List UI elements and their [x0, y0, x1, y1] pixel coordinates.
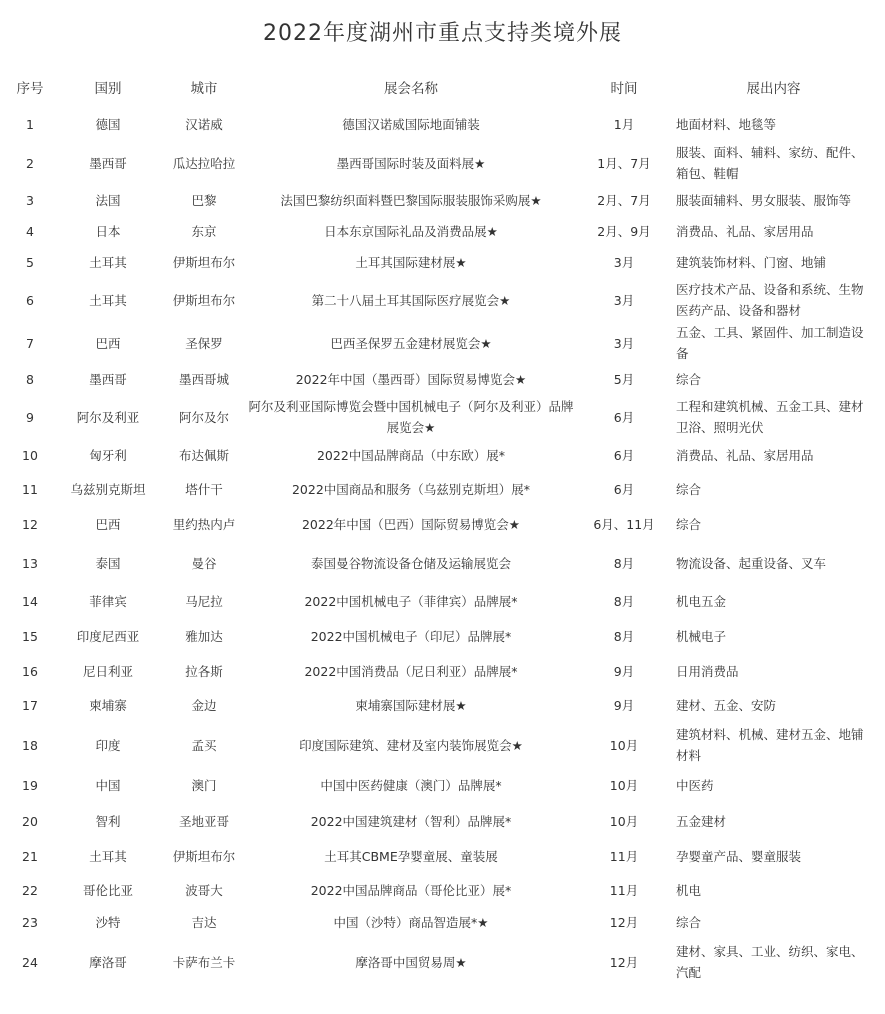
table-row [8, 246, 877, 278]
page-title: 2022年度湖州市重点支持类境外展 [263, 21, 622, 46]
row-time: 6月、11月 [593, 516, 655, 532]
row-exhibition-name: 2022中国建筑建材（智利）品牌展* [310, 813, 512, 829]
row-city: 金边 [191, 697, 217, 713]
row-index: 16 [22, 663, 38, 679]
row-country: 印度 [95, 737, 121, 753]
row-time: 10月 [609, 777, 639, 793]
row-content: 建筑材料、机械、建材五金、地铺材料 [676, 727, 864, 763]
row-country: 阿尔及利亚 [76, 409, 140, 425]
row-exhibition-name: 2022中国消费品（尼日利亚）品牌展* [304, 663, 518, 679]
row-country: 沙特 [95, 914, 121, 930]
table-row [8, 184, 877, 216]
row-exhibition-name: 2022中国品牌商品（哥伦比亚）展* [310, 882, 512, 898]
row-country: 智利 [95, 813, 121, 829]
row-content: 五金建材 [676, 813, 727, 829]
row-city: 阿尔及尔 [178, 409, 229, 425]
row-index: 12 [22, 516, 38, 532]
row-index: 23 [22, 914, 38, 930]
row-country: 印度尼西亚 [76, 628, 140, 644]
table-row [8, 938, 877, 986]
row-city: 圣地亚哥 [178, 813, 229, 829]
row-time: 3月 [613, 335, 635, 351]
table-row [8, 616, 877, 656]
exhibition-table [8, 72, 877, 986]
row-content: 消费品、礼品、家居用品 [676, 223, 814, 239]
table-row [8, 508, 877, 540]
row-index: 5 [26, 254, 34, 270]
row-exhibition-name: 2022年中国（墨西哥）国际贸易博览会★ [295, 371, 527, 387]
row-city: 圣保罗 [185, 335, 223, 351]
row-country: 菲律宾 [89, 593, 127, 609]
row-city: 里约热内卢 [172, 516, 236, 532]
row-time: 2月、9月 [597, 223, 651, 239]
table-row [8, 364, 877, 394]
row-content: 建材、家具、工业、纺织、家电、汽配 [676, 944, 864, 980]
row-content: 机电五金 [676, 593, 727, 609]
row-city: 拉各斯 [185, 663, 223, 679]
row-time: 2月、7月 [597, 192, 651, 208]
table-row [8, 804, 877, 838]
row-time: 3月 [613, 292, 635, 308]
row-city: 伊斯坦布尔 [172, 254, 236, 270]
row-time: 9月 [613, 697, 635, 713]
row-content: 服装、面料、辅料、家纺、配件、箱包、鞋帽 [676, 145, 864, 181]
table-row [8, 278, 877, 322]
row-time: 11月 [609, 848, 639, 864]
row-city: 瓜达拉哈拉 [172, 155, 236, 171]
table-row [8, 540, 877, 586]
row-exhibition-name: 阿尔及利亚国际博览会暨中国机械电子（阿尔及利亚）品牌展览会★ [248, 399, 574, 435]
table-row [8, 106, 877, 142]
table-row [8, 766, 877, 804]
row-exhibition-name: 德国汉诺威国际地面铺装 [342, 116, 480, 132]
header-content: 展出内容 [746, 80, 801, 97]
row-time: 10月 [609, 813, 639, 829]
row-country: 中国 [95, 777, 121, 793]
row-country: 法国 [95, 192, 121, 208]
table-row [8, 874, 877, 906]
row-time: 6月 [613, 481, 635, 497]
row-content: 地面材料、地毯等 [676, 116, 777, 132]
table-row [8, 142, 877, 184]
table-row [8, 470, 877, 508]
row-time: 8月 [613, 593, 635, 609]
table-row [8, 586, 877, 616]
row-time: 12月 [609, 954, 639, 970]
row-city: 墨西哥城 [178, 371, 229, 387]
row-index: 17 [22, 697, 38, 713]
row-time: 1月、7月 [597, 155, 651, 171]
table-row [8, 686, 877, 724]
row-content: 机械电子 [676, 628, 727, 644]
row-index: 3 [26, 192, 34, 208]
row-time: 8月 [613, 628, 635, 644]
row-time: 8月 [613, 555, 635, 571]
row-content: 孕婴童产品、婴童服装 [676, 848, 802, 864]
row-exhibition-name: 泰国曼谷物流设备仓储及运输展览会 [310, 555, 511, 571]
row-index: 7 [26, 335, 34, 351]
header-index: 序号 [16, 80, 44, 97]
row-time: 10月 [609, 737, 639, 753]
row-index: 18 [22, 737, 38, 753]
row-country: 德国 [95, 116, 121, 132]
row-city: 马尼拉 [185, 593, 223, 609]
row-country: 墨西哥 [89, 155, 127, 171]
row-time: 6月 [613, 447, 635, 463]
row-city: 吉达 [191, 914, 217, 930]
row-index: 21 [22, 848, 38, 864]
row-index: 10 [22, 447, 38, 463]
row-content: 建材、五金、安防 [676, 697, 777, 713]
row-index: 15 [22, 628, 38, 644]
table-row [8, 216, 877, 246]
table-header-row [8, 72, 877, 106]
row-exhibition-name: 2022中国机械电子（菲律宾）品牌展* [304, 593, 518, 609]
row-content: 综合 [676, 914, 702, 930]
row-city: 巴黎 [191, 192, 217, 208]
row-country: 摩洛哥 [89, 954, 127, 970]
row-country: 土耳其 [89, 848, 127, 864]
row-content: 机电 [676, 882, 702, 898]
table-row [8, 724, 877, 766]
row-time: 1月 [613, 116, 635, 132]
row-country: 尼日利亚 [82, 663, 133, 679]
header-city: 城市 [190, 80, 218, 97]
row-city: 孟买 [191, 737, 217, 753]
row-content: 物流设备、起重设备、叉车 [676, 555, 827, 571]
row-content: 建筑装饰材料、门窗、地铺 [676, 254, 827, 270]
row-country: 泰国 [95, 555, 121, 571]
row-exhibition-name: 2022年中国（巴西）国际贸易博览会★ [301, 516, 521, 532]
row-content: 日用消费品 [676, 663, 739, 679]
header-country: 国别 [94, 80, 122, 97]
row-country: 墨西哥 [89, 371, 127, 387]
row-content: 消费品、礼品、家居用品 [676, 447, 814, 463]
row-exhibition-name: 第二十八届土耳其国际医疗展览会★ [311, 292, 511, 308]
row-country: 巴西 [95, 335, 121, 351]
row-exhibition-name: 摩洛哥中国贸易周★ [355, 954, 467, 970]
row-content: 医疗技术产品、设备和系统、生物医药产品、设备和器材 [676, 282, 864, 318]
table-row [8, 906, 877, 938]
row-time: 11月 [609, 882, 639, 898]
row-country: 土耳其 [89, 254, 127, 270]
row-city: 伊斯坦布尔 [172, 848, 236, 864]
row-exhibition-name: 巴西圣保罗五金建材展览会★ [330, 335, 492, 351]
table-row [8, 656, 877, 686]
row-content: 工程和建筑机械、五金工具、建材卫浴、照明光伏 [676, 399, 864, 435]
row-time: 3月 [613, 254, 635, 270]
row-city: 曼谷 [191, 555, 217, 571]
row-index: 4 [26, 223, 34, 239]
row-time: 9月 [613, 663, 635, 679]
row-index: 6 [26, 292, 34, 308]
row-content: 中医药 [676, 777, 714, 793]
row-exhibition-name: 2022中国品牌商品（中东欧）展* [316, 447, 506, 463]
row-index: 13 [22, 555, 38, 571]
row-exhibition-name: 2022中国机械电子（印尼）品牌展* [310, 628, 512, 644]
row-content: 综合 [676, 481, 702, 497]
row-city: 布达佩斯 [178, 447, 229, 463]
row-index: 2 [26, 155, 34, 171]
table-row [8, 838, 877, 874]
row-exhibition-name: 2022中国商品和服务（乌兹别克斯坦）展* [291, 481, 531, 497]
row-country: 日本 [95, 223, 121, 239]
row-country: 柬埔寨 [89, 697, 127, 713]
row-index: 22 [22, 882, 38, 898]
row-exhibition-name: 土耳其国际建材展★ [355, 254, 467, 270]
row-city: 波哥大 [185, 882, 223, 898]
row-index: 8 [26, 371, 34, 387]
row-exhibition-name: 中国中医药健康（澳门）品牌展* [320, 777, 502, 793]
row-index: 14 [22, 593, 38, 609]
row-index: 24 [22, 954, 38, 970]
row-country: 哥伦比亚 [82, 882, 133, 898]
row-content: 综合 [676, 371, 702, 387]
header-time: 时间 [610, 80, 638, 97]
row-index: 9 [26, 409, 34, 425]
row-content: 服装面辅料、男女服装、服饰等 [676, 192, 852, 208]
row-time: 12月 [609, 914, 639, 930]
row-exhibition-name: 土耳其CBME孕婴童展、童装展 [324, 848, 498, 864]
row-exhibition-name: 日本东京国际礼品及消费品展★ [324, 223, 498, 239]
table-row [8, 440, 877, 470]
row-exhibition-name: 法国巴黎纺织面料暨巴黎国际服装服饰采购展★ [280, 192, 542, 208]
row-city: 东京 [191, 223, 217, 239]
row-city: 塔什干 [185, 481, 223, 497]
row-index: 19 [22, 777, 38, 793]
row-country: 乌兹别克斯坦 [70, 481, 146, 497]
row-index: 20 [22, 813, 38, 829]
row-index: 1 [26, 116, 34, 132]
row-city: 汉诺威 [185, 116, 223, 132]
header-exhibition-name: 展会名称 [384, 80, 438, 97]
row-country: 匈牙利 [89, 447, 127, 463]
row-time: 5月 [613, 371, 635, 387]
row-exhibition-name: 墨西哥国际时装及面料展★ [336, 155, 486, 171]
row-time: 6月 [613, 409, 635, 425]
table-row [8, 394, 877, 440]
table-row [8, 322, 877, 364]
row-country: 巴西 [95, 516, 121, 532]
row-content: 五金、工具、紧固件、加工制造设备 [676, 325, 864, 361]
row-city: 伊斯坦布尔 [172, 292, 236, 308]
row-city: 雅加达 [185, 628, 223, 644]
row-exhibition-name: 中国（沙特）商品智造展*★ [333, 914, 489, 930]
row-exhibition-name: 印度国际建筑、建材及室内装饰展览会★ [299, 737, 523, 753]
row-index: 11 [22, 481, 38, 497]
row-content: 综合 [676, 516, 702, 532]
row-city: 卡萨布兰卡 [172, 954, 236, 970]
row-country: 土耳其 [89, 292, 127, 308]
row-exhibition-name: 柬埔寨国际建材展★ [355, 697, 467, 713]
row-city: 澳门 [191, 777, 217, 793]
